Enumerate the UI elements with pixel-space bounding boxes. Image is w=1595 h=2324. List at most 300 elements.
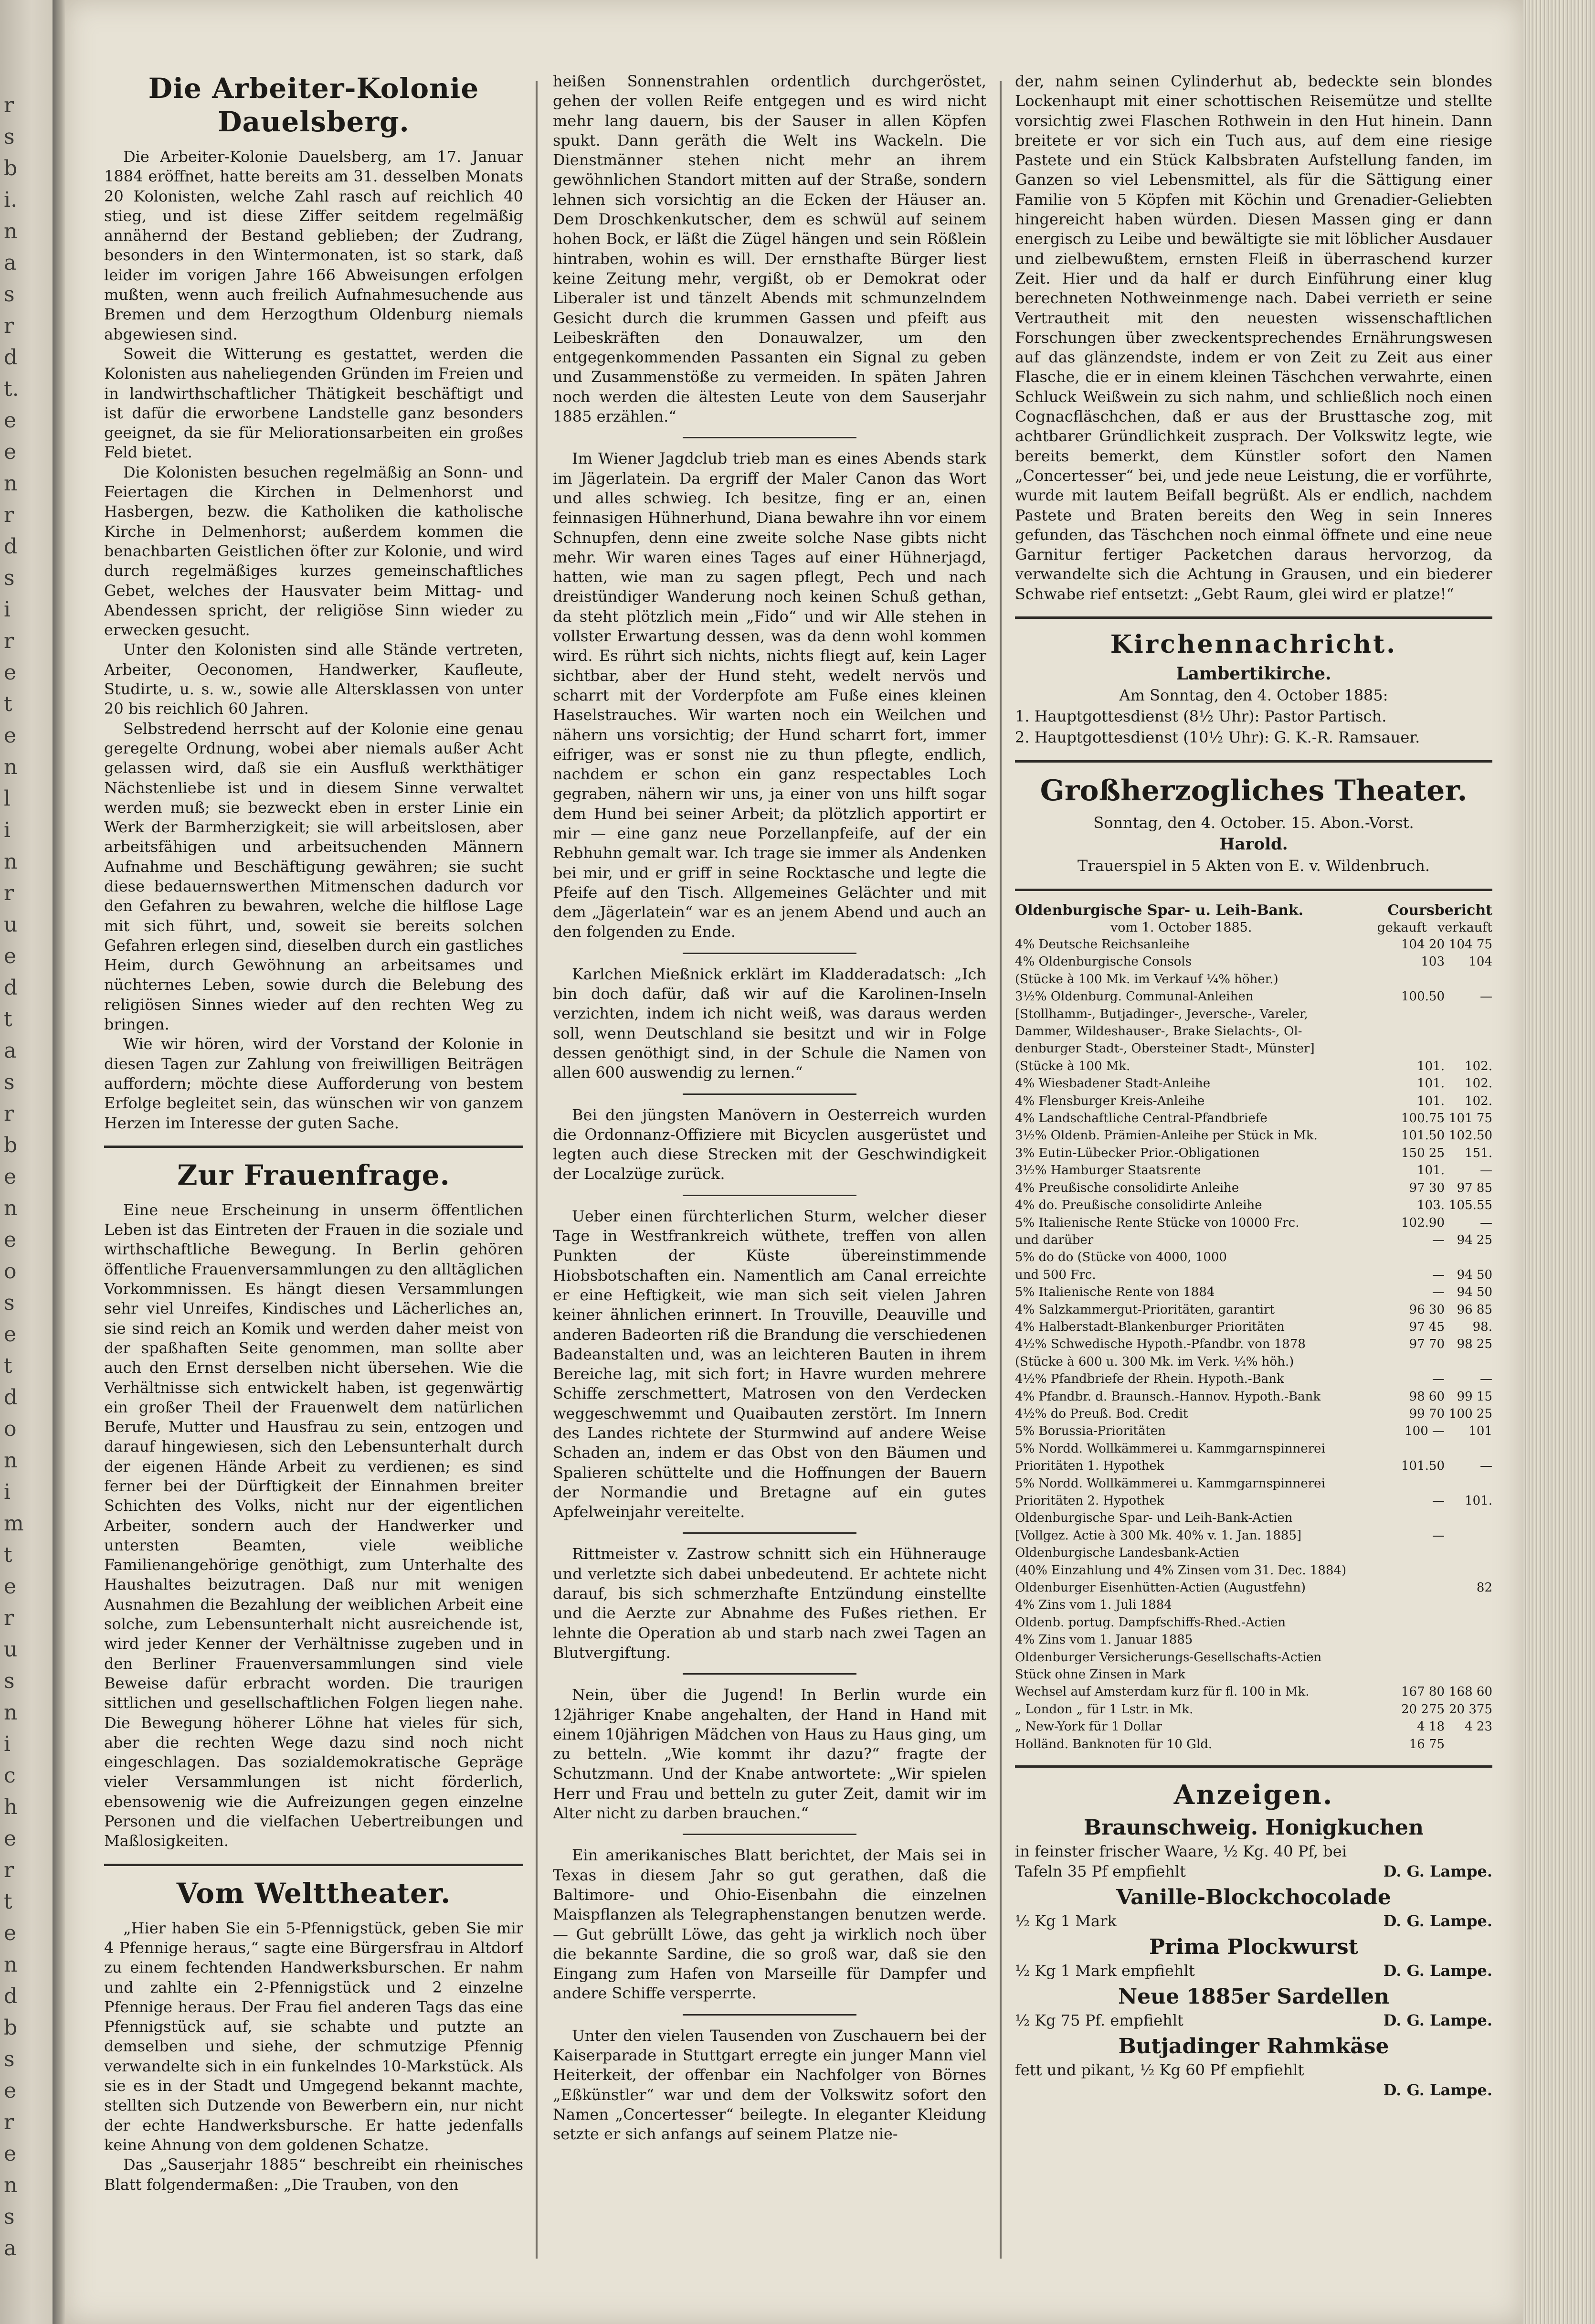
- stock-row: [1015, 1440, 1492, 1457]
- stock-bought: [1397, 1649, 1445, 1666]
- stock-bought: 100 —: [1405, 1424, 1445, 1439]
- stock-name: 4% Preußische consolidirte Anleihe: [1015, 1180, 1239, 1195]
- previous-page-fragment: a: [4, 1039, 17, 1063]
- stock-sold: [1445, 1527, 1492, 1544]
- stock-name: [Stollhamm-, Butjadinger-, Jeversche-, Vareler,: [1015, 1007, 1308, 1021]
- previous-page-fragment: t: [4, 1543, 12, 1567]
- ad-line: fett und pikant, ½ Kg 60 Pf empfiehlt: [1015, 2061, 1304, 2080]
- stock-name: (Stücke à 100 Mk.: [1015, 1059, 1130, 1073]
- paragraph: der, nahm seinen Cylinderhut ab, bedeckte sein blondes Lockenhaupt mit einer schottischen Reisemütze und stellte vorsichtig zwei Flaschen Rothwein in den Hut hinein. Dann breitete er vor sich ein Tuch aus, auf dem eine riesige Pastete und ein Stück Kalbsbraten Aufstellung fanden, im Ganzen so viel Lebensmittel, als für die Sättigung einer Familie von 5 Köpfen mit Köchin und Grenadier-Geliebten hingereicht haben würden. Diesen Massen ging er dann energisch zu Leibe und bewältigte sie mit löblicher Ausdauer und zielbewußtem, ernsten Fleiß in überraschend kurzer Zeit. Hier und da half er durch Einführung einer klug berechneten Nothweinmenge nach. Dabei verrieth er seine Vertrautheit mit den neuesten wissenschaftlichen Forschungen über zweckentsprechendes Ernährungswesen auf das glänzendste, indem er von Zeit zu Zeit aus einer Flasche, die er in einem kleinen Täschchen verwahrte, einen Schluck Weißwein zu sich nahm, und schließlich noch einen Cognacfläschchen, daß er aus der Brusttasche zog, mit achtbarer Gründlichkeit zusprach. Der Volkswitz legte, wie bereits bemerkt, dem Künstler sofort den Namen „Concertesser“ bei, und jede neue Leistung, die er vorführte, wurde mit lautem Beifall begrüßt. Als er endlich, nachdem Pastete und Braten bereits den Weg in sein Inneres gefunden, das Täschchen noch einmal öffnete und eine neue Garnitur fertiger Packetchen daraus hervorzog, da verwandelte sich die Achtung in Grausen, und ein biederer Schwabe rief entsetzt: „Gebt Raum, glei wird er platze!“: [1015, 72, 1492, 603]
- previous-page-fragment: n: [4, 219, 18, 244]
- stock-sold: [1445, 1475, 1492, 1492]
- stock-row: [1015, 1544, 1492, 1561]
- stock-name: (Stücke à 600 u. 300 Mk. im Verk. ¼% höh.): [1015, 1354, 1294, 1369]
- stock-sold: 98.: [1472, 1319, 1492, 1334]
- stock-name: 5% Italienische Rente Stücke von 10000 Frc.: [1015, 1215, 1299, 1230]
- stock-sold: 82: [1476, 1581, 1492, 1595]
- stock-bought: [1397, 1475, 1445, 1492]
- stock-bought: 103.: [1417, 1198, 1445, 1213]
- stock-bought: —: [1432, 1285, 1445, 1300]
- previous-page-fragment: t.: [4, 377, 19, 401]
- stock-name: 5% Nordd. Wollkämmerei u. Kammgarnspinnerei: [1015, 1476, 1325, 1491]
- stock-sold: [1445, 1040, 1492, 1057]
- section-rule: [1015, 889, 1492, 891]
- stock-row: [1015, 1353, 1492, 1370]
- ad-seller: D. G. Lampe.: [1383, 1912, 1492, 1931]
- stock-row: [1015, 1214, 1492, 1231]
- stock-report-header: [1015, 902, 1492, 920]
- stock-sold: 4 23: [1465, 1719, 1492, 1734]
- stock-row: [1015, 1284, 1492, 1301]
- ad-headline: Prima Plockwurst: [1149, 1935, 1358, 1960]
- stock-sold: 99 15: [1457, 1389, 1492, 1404]
- stock-row: [1015, 1040, 1492, 1057]
- stock-sold: [1445, 1023, 1492, 1040]
- section-rule: [104, 1864, 523, 1866]
- article-separator: [683, 437, 856, 438]
- ad-line: [1015, 1961, 1492, 1981]
- stock-name: 4% Oldenburgische Consols: [1015, 955, 1192, 969]
- paragraph: Ein amerikanisches Blatt berichtet, der Mais sei in Texas in diesem Jahr so gut gerathen, daß die Baltimore- und Ohio-Eisenbahn die einzelnen Maispflanzen als Telegraphenstangen benutzen werde. — Gut gebrüllt Löwe, das geht ja wirklich noch über die bekannte Sardine, die so groß war, daß sie den Eingang zum Hafen von Marseille für Dampfer und andere Schiffe versperrte.: [553, 1846, 986, 2003]
- previous-page-fragment: s: [4, 566, 15, 590]
- article-heading: Die Arbeiter-Kolonie Dauelsberg.: [148, 72, 479, 138]
- stock-bought: 99 70: [1409, 1406, 1445, 1421]
- stock-name: (40% Einzahlung und 4% Zinsen vom 31. Dec. 1884): [1015, 1563, 1347, 1578]
- stock-sold: 104: [1468, 955, 1492, 969]
- stock-name: 4% Salzkammergut-Prioritäten, garantirt: [1015, 1302, 1275, 1317]
- previous-page-fragment: c: [4, 1763, 16, 1788]
- stock-name: 5% Nordd. Wollkämmerei u. Kammgarnspinnerei: [1015, 1441, 1325, 1456]
- stock-row: [1015, 1631, 1492, 1648]
- stock-bought: [1397, 1614, 1445, 1631]
- article-separator: [683, 2014, 856, 2016]
- previous-page-edge: [0, 0, 53, 2324]
- stock-name: (Stücke à 100 Mk. im Verkauf ¼% höher.): [1015, 972, 1278, 987]
- previous-page-fragment: r: [4, 93, 14, 117]
- advertisements: [1015, 1778, 1492, 2100]
- stock-name: [Vollgez. Actie à 300 Mk. 40% v. 1. Jan. 1885]: [1015, 1528, 1302, 1543]
- stock-bought: 100.75: [1401, 1111, 1445, 1126]
- stock-row: [1015, 1405, 1492, 1422]
- stock-row: [1015, 1249, 1492, 1266]
- column-1: [104, 72, 523, 2292]
- previous-page-fragment: l: [4, 786, 11, 811]
- stock-bought: 98 60: [1409, 1389, 1445, 1404]
- stock-sold: [1445, 1666, 1492, 1683]
- paragraph: Die Arbeiter-Kolonie Dauelsberg, am 17. Januar 1884 eröffnet, hatte bereits am 31. desselben Monats 20 Kolonisten, welche Zahl rasch auf reichlich 40 stieg, und ist diese Ziffer seitdem regelmäßig annähernd der Bestand geblieben; der Zudrang, besonders in den Wintermonaten, ist so stark, daß leider im vorigen Jahre 166 Abweisungen erfolgen mußten, wenn auch freilich Aufnahmesuchende aus Bremen und dem Herzogthum Oldenburg niemals abgewiesen sind.: [104, 148, 523, 343]
- stock-sold: 94 25: [1457, 1232, 1492, 1247]
- previous-page-fragment: s: [4, 1669, 15, 1693]
- previous-page-fragment: e: [4, 2079, 17, 2103]
- stock-bought: 104 20: [1401, 937, 1445, 952]
- ad-line: [1015, 2010, 1492, 2030]
- advertisement: [1015, 1934, 1492, 1981]
- stock-name: und darüber: [1015, 1232, 1094, 1247]
- stock-row: [1015, 953, 1492, 970]
- stock-name: 4% Zins vom 1. Januar 1885: [1015, 1633, 1193, 1647]
- stock-name: Oldenburger Versicherungs-Gesellschafts-Actien: [1015, 1650, 1322, 1665]
- church-notice: [1015, 629, 1492, 748]
- stock-row: [1015, 1388, 1492, 1405]
- stock-name: 3½% Oldenburg. Communal-Anleihen: [1015, 989, 1254, 1004]
- stock-row: [1015, 1110, 1492, 1127]
- theater-notice: [1015, 773, 1492, 876]
- theater-date: Sonntag, den 4. October. 15. Abon.-Vorst.: [1093, 814, 1414, 832]
- church-name: Lambertikirche.: [1176, 664, 1331, 684]
- previous-page-fragment: t: [4, 1007, 12, 1031]
- stock-name: 4% Zins vom 1. Juli 1884: [1015, 1598, 1172, 1613]
- stock-name: Oldenburger Eisenhütten-Actien (Augustfehn): [1015, 1581, 1306, 1595]
- previous-page-fragment: e: [4, 723, 17, 748]
- stock-row: [1015, 1197, 1492, 1214]
- ad-headline: Neue 1885er Sardellen: [1118, 1984, 1390, 2009]
- stock-sold: —: [1480, 1372, 1492, 1387]
- stock-row: [1015, 1596, 1492, 1613]
- previous-page-fragment: n: [4, 1196, 18, 1220]
- report-date: vom 1. October 1885.: [1110, 920, 1252, 935]
- ad-line: [1015, 1861, 1492, 1881]
- paragraph: Bei den jüngsten Manövern in Oesterreich wurden die Ordonnanz-Offiziere mit Bicyclen ausgerüstet und legten auch diese Strecken mit der Geschwindigkeit der Localzüge zurück.: [553, 1105, 986, 1183]
- stock-name: und 500 Frc.: [1015, 1267, 1096, 1282]
- paragraph: Unter den Kolonisten sind alle Stände vertreten, Arbeiter, Oeconomen, Handwerker, Kaufleute, Studirte, u. s. w., sowie alle Altersklassen von unter 20 bis reichlich 60 Jahren.: [104, 640, 523, 718]
- stock-bought: 16 75: [1409, 1737, 1445, 1751]
- stock-bought: 4 18: [1417, 1719, 1445, 1734]
- stock-sold: 101 75: [1449, 1111, 1492, 1126]
- previous-page-fragment: o: [4, 1417, 17, 1441]
- stock-sold: 104 75: [1449, 937, 1492, 952]
- stock-name: denburger Stadt-, Obersteiner Stadt-, Münster]: [1015, 1041, 1315, 1056]
- previous-page-fragment: d: [4, 345, 18, 370]
- stock-row: [1015, 1457, 1492, 1475]
- stock-bought: [1397, 1579, 1445, 1596]
- stock-sold: 94 50: [1457, 1285, 1492, 1300]
- stock-name: Holländ. Banknoten für 10 Gld.: [1015, 1737, 1213, 1751]
- column-headers: [1377, 920, 1492, 936]
- stock-sold: 100 25: [1449, 1406, 1492, 1421]
- previous-page-fragment: e: [4, 408, 17, 433]
- ad-headline: Braunschweig. Honigkuchen: [1083, 1815, 1424, 1840]
- stock-row: [1015, 1266, 1492, 1284]
- stock-name: 4% Landschaftliche Central-Pfandbriefe: [1015, 1111, 1268, 1126]
- paragraph: Eine neue Erscheinung in unserm öffentlichen Leben ist das Eintreten der Frauen in die soziale und wirthschaftliche Bewegung. In Berlin gehören öffentliche Frauenversammlungen zu den alltäglichen Vorkommnissen. Es hängt diesen Versammlungen sehr viel Unreifes, Kindisches und Lächerliches an, sie sind reich an Komik und werden daher meist von der spaßhaften Seite genommen, man sollte aber auch den Ernst derselben nicht übersehen. Wie die Verhältnisse sich entwickelt haben, ist gegenwärtig ein großer Theil der Frauenwelt dem natürlichen Berufe, Mutter und Hausfrau zu sein, entzogen und darauf hingewiesen, sich den Lebensunterhalt durch der eigenen Hände Arbeit zu verdienen; es sind ferner bei der Dürftigkeit der Einnahmen breiter Schichten des Volks, nicht nur der eigentlichen Arbeiter, sondern auch der Handwerker und untersten Beamten, viele weibliche Familienangehörige genöthigt, zum Unterhalte des Haushaltes beizutragen. Daß nur mit wenigen Ausnahmen die Bezahlung der weiblichen Arbeit eine solche, zum Lebensunterhalt nicht ausreichende ist, wird jeder Kenner der Verhältnisse zugeben und in den Berliner Frauenversammlungen sind viele Beweise dafür erbracht worden. Die traurigen sittlichen und gesellschaftlichen Folgen liegen nahe. Die Bewegung höherer Löhne hat vieles für sich, aber die rechten Wege dazu sind noch nicht eingeschlagen. Das sozialdemokratische Gepräge vieler Versammlungen ist nicht förderlich, ebensowenig wie die Aufreizungen gegen einzelne Personen und die vielfachen Uebertreibungen und Maßlosigkeiten.: [104, 1200, 523, 1850]
- stock-row: [1015, 1179, 1492, 1197]
- stock-name: 5% Borussia-Prioritäten: [1015, 1424, 1166, 1439]
- advertisement: [1015, 1815, 1492, 1881]
- stock-row: [1015, 1579, 1492, 1596]
- stock-bought: 102.90: [1401, 1215, 1445, 1230]
- stock-sold: [1445, 1736, 1492, 1753]
- ad-headline: Butjadinger Rahmkäse: [1118, 2034, 1389, 2059]
- previous-page-fragment: s: [4, 2047, 15, 2071]
- stock-report-subheader: [1015, 920, 1492, 936]
- stock-sold: [1445, 971, 1492, 988]
- col-verkauft: verkauft: [1437, 920, 1492, 935]
- stock-sold: —: [1480, 1215, 1492, 1230]
- stock-sold: [1445, 1006, 1492, 1023]
- previous-page-fragment: i: [4, 1480, 11, 1504]
- stock-row: [1015, 1475, 1492, 1492]
- previous-page-fragment: r: [4, 629, 14, 653]
- stock-bought: 97 30: [1409, 1180, 1445, 1195]
- stock-sold: 102.: [1465, 1059, 1492, 1073]
- stock-name: 4½% Pfandbriefe der Rhein. Hypoth.-Bank: [1015, 1372, 1284, 1387]
- stock-row: [1015, 1301, 1492, 1318]
- stock-name: Oldenburgische Spar- und Leih-Bank-Actien: [1015, 1511, 1293, 1526]
- previous-page-fragment: d: [4, 976, 18, 1000]
- paragraph: Rittmeister v. Zastrow schnitt sich ein Hühnerauge und verletzte sich dabei unbedeutend. Er achtete nicht darauf, bis sich schmerzhafte Entzündung einstellte und die Aerzte zur Abnahme des Fußes riethen. Er lehnte die Operation ab und starb nach zwei Tagen an Blutvergiftung.: [553, 1545, 986, 1662]
- previous-page-fragment: r: [4, 1102, 14, 1126]
- column-3: [1015, 72, 1492, 2292]
- ad-seller: D. G. Lampe.: [1383, 1862, 1492, 1881]
- stock-row: [1015, 1023, 1492, 1040]
- bank-name: Oldenburgische Spar- u. Leih-Bank.: [1015, 902, 1304, 919]
- previous-page-fragment: n: [4, 1700, 18, 1725]
- paragraph: Die Kolonisten besuchen regelmäßig an Sonn- und Feiertagen die Kirchen in Delmenhorst und Hasbergen, bezw. die Katholiken die katholische Kirche in Delmenhorst; außerdem kommen die benachbarten Geistlichen öfter zur Kolonie, und wird durch regelmäßiges kurzes gemeinschaftliches Gebet, welches der Hausvater beim Mittag- und Abendessen spricht, der religiöse Sinn wieder zu erwecken gesucht.: [104, 463, 523, 639]
- play-title: Harold.: [1219, 835, 1288, 854]
- stock-sold: 105.55: [1449, 1198, 1492, 1213]
- stock-bought: [1397, 1040, 1445, 1057]
- stock-bought: [1397, 1440, 1445, 1457]
- stock-bought: 96 30: [1409, 1302, 1445, 1317]
- stock-bought: 97 45: [1409, 1319, 1445, 1334]
- article-separator: [683, 1834, 856, 1835]
- previous-page-fragment: o: [4, 1259, 17, 1284]
- paragraph: Wie wir hören, wird der Vorstand der Kolonie in diesen Tagen zur Zahlung von freiwilligen Beiträgen auffordern; möchte diese Aufforderung von bestem Erfolge begleitet sein, das wünschen wir von ganzem Herzen im Interesse der guten Sache.: [104, 1035, 523, 1132]
- stock-bought: [1397, 971, 1445, 988]
- stock-name: 5% Italienische Rente von 1884: [1015, 1285, 1215, 1300]
- previous-page-fragment: d: [4, 1385, 18, 1410]
- advertisement: [1015, 2033, 1492, 2100]
- stock-row: [1015, 971, 1492, 988]
- stock-name: 4% Halberstadt-Blankenburger Prioritäten: [1015, 1319, 1285, 1334]
- stock-name: 4% Deutsche Reichsanleihe: [1015, 937, 1190, 952]
- stock-name: „ New-York für 1 Dollar: [1015, 1719, 1162, 1734]
- previous-page-fragment: m: [4, 1511, 24, 1536]
- ad-price-line: ½ Kg 1 Mark empfiehlt: [1015, 1962, 1195, 1980]
- previous-page-fragment: n: [4, 2173, 18, 2197]
- stock-row: [1015, 1075, 1492, 1092]
- ad-seller: D. G. Lampe.: [1383, 1962, 1492, 1980]
- stock-name: 4½% do Preuß. Bod. Credit: [1015, 1406, 1188, 1421]
- previous-page-fragment: b: [4, 1133, 18, 1157]
- stock-bought: [1397, 1509, 1445, 1527]
- stock-row: [1015, 1736, 1492, 1753]
- article-heading: Vom Welttheater.: [176, 1877, 451, 1910]
- stock-name: 4% Flensburger Kreis-Anleihe: [1015, 1093, 1205, 1108]
- stock-sold: 20 375: [1449, 1702, 1492, 1717]
- stock-sold: —: [1480, 1459, 1492, 1474]
- stock-name: Prioritäten 2. Hypothek: [1015, 1494, 1164, 1508]
- previous-page-fragment: e: [4, 1921, 17, 1945]
- ads-title: Anzeigen.: [1173, 1779, 1334, 1811]
- page-stack-edge: [1523, 0, 1595, 2324]
- play-description: Trauerspiel in 5 Akten von E. v. Wildenbruch.: [1077, 857, 1430, 875]
- stock-row: [1015, 1127, 1492, 1144]
- previous-page-fragment: r: [4, 1858, 14, 1882]
- stock-row: [1015, 1701, 1492, 1718]
- ad-line: [1015, 1911, 1492, 1931]
- stock-row: [1015, 1162, 1492, 1179]
- stock-sold: 94 50: [1457, 1267, 1492, 1282]
- previous-page-fragment: e: [4, 440, 17, 464]
- stock-sold: 168 60: [1449, 1685, 1492, 1699]
- previous-page-fragment: n: [4, 1953, 18, 1977]
- newspaper-page: [65, 0, 1523, 2324]
- stock-sold: 98 25: [1457, 1337, 1492, 1352]
- stock-row: [1015, 1718, 1492, 1735]
- stock-bought: [1397, 1544, 1445, 1561]
- stock-sold: [1445, 1440, 1492, 1457]
- previous-page-fragment: b: [4, 2016, 18, 2040]
- previous-page-fragment: t: [4, 692, 12, 716]
- section-rule: [1015, 1765, 1492, 1768]
- paragraph: Karlchen Mießnick erklärt im Kladderadatsch: „Ich bin doch dafür, daß wir auf die Karolinen-Inseln verzichten, indem ich nicht weiß, was daraus werden soll, wenn Deutschland sie besitzt und wir in Folge dessen genöthigt sind, in der Schule die Namen von allen 600 auswendig zu lernen.“: [553, 965, 986, 1082]
- previous-page-fragment: e: [4, 944, 17, 968]
- paragraph: heißen Sonnenstrahlen ordentlich durchgeröstet, gehen der vollen Reife entgegen und es wird nicht mehr lang dauern, bis der Sauser in allen Köpfen spukt. Dann geräth die Welt ins Wackeln. Die Dienstmänner stehen nicht mehr an ihrem gewöhnlichen Standort mitten auf der Straße, sondern lehnen sich vorsichtig an die Ecken der Häuser an. Dem Droschkenkutscher, dem es schwül auf seinem hohen Bock, er läßt die Zügel hängen und sein Rößlein hintraben, wohin es will. Der ernsthafte Bürger liest keine Zeitung mehr, vergißt, ob er Demokrat oder Liberaler ist und tänzelt Abends mit schmunzelndem Gesicht durch die krummen Gassen und pfeift aus Leibeskräften den Donauwalzer, um den entgegenkommenden Passanten ein Signal zu geben und Zusammenstöße zu vermeiden. In späten Jahren noch werden die ältesten Leute von dem Sauserjahr 1885 erzählen.“: [553, 72, 986, 426]
- stock-row: [1015, 1562, 1492, 1579]
- paragraph: Unter den vielen Tausenden von Zuschauern bei der Kaiserparade in Stuttgart erregte ein junger Mann viel Heiterkeit, der offenbar ein Nachfolger von Börnes „Eßkünstler“ war und dem der Volkswitz sofort den Namen „Concertesser“ beilegte. In eleganter Kleidung setzte er sich anfangs auf seinem Platze nie-: [553, 2026, 986, 2144]
- stock-sold: 97 85: [1457, 1180, 1492, 1195]
- stock-bought: 167 80: [1401, 1685, 1445, 1699]
- previous-page-fragment: t: [4, 1354, 12, 1378]
- stock-name: Oldenb. portug. Dampfschiffs-Rhed.-Actien: [1015, 1615, 1286, 1630]
- service-line: 2. Hauptgottesdienst (10½ Uhr): G. K.-R. Ramsauer.: [1015, 728, 1420, 747]
- stock-row: [1015, 936, 1492, 953]
- previous-page-fragment: a: [4, 251, 17, 275]
- stock-name: Prioritäten 1. Hypothek: [1015, 1459, 1164, 1474]
- previous-page-fragment: s: [4, 1291, 15, 1315]
- stock-sold: [1445, 1249, 1492, 1266]
- stock-sold: —: [1480, 1163, 1492, 1178]
- previous-page-fragment: r: [4, 2110, 14, 2134]
- paragraph: Selbstredend herrscht auf der Kolonie eine genau geregelte Ordnung, wobei aber niemals außer Acht gelassen wird, daß sie ein Ausfluß werkthätiger Nächstenliebe ist und in diesem Sinne verwaltet werden muß; sie bezweckt eben in erster Linie ein Werk der Barmherzigkeit; sie will arbeitslosen, aber arbeitsfähigen und arbeitsuchenden Männern Aufnahme und Beschäftigung gewähren; sie sucht diese bedauernswerthen Mitmenschen dadurch vor den Gefahren zu bewahren, welche die hilflose Lage mit sich führt, und, soweit sie bereits solchen Gefahren erlegen sind, dieselben durch ein gastliches Heim, durch Gewöhnung an arbeitsames und nüchternes Leben, sowie durch die Belebung des religiösen Sinnes wieder auf den rechten Weg zu bringen.: [104, 719, 523, 1034]
- ad-seller: D. G. Lampe.: [1383, 2081, 1492, 2100]
- previous-page-fragment: s: [4, 2205, 15, 2229]
- stock-bought: —: [1432, 1494, 1445, 1508]
- previous-page-fragment: s: [4, 125, 15, 149]
- previous-page-fragment: r: [4, 881, 14, 905]
- previous-page-fragment: n: [4, 471, 18, 496]
- advertisement: [1015, 1984, 1492, 2030]
- stock-bought: —: [1432, 1232, 1445, 1247]
- stock-name: Oldenburgische Landesbank-Actien: [1015, 1546, 1239, 1560]
- stock-bought: 101.: [1417, 1076, 1445, 1091]
- stock-sold: 151.: [1465, 1146, 1492, 1160]
- stock-row: [1015, 1492, 1492, 1509]
- previous-page-fragment: e: [4, 1165, 17, 1189]
- paragraph: Soweit die Witterung es gestattet, werden die Kolonisten aus naheliegenden Gründen im Freien und in landwirthschaftlicher Thätigkeit beschäftigt und ist dafür die erworbene Landstelle ganz besonders geeignet, da sie für Meliorationsarbeiten ein großes Feld bietet.: [104, 344, 523, 462]
- article-separator: [683, 1195, 856, 1196]
- previous-page-fragment: e: [4, 1574, 17, 1599]
- previous-page-fragment: r: [4, 314, 14, 338]
- stock-sold: [1445, 1544, 1492, 1561]
- stock-name: „ London „ für 1 Lstr. in Mk.: [1015, 1702, 1194, 1717]
- previous-page-fragment: i: [4, 818, 11, 842]
- article-separator: [683, 1093, 856, 1095]
- section-rule: [104, 1146, 523, 1148]
- previous-page-fragment: e: [4, 2142, 17, 2166]
- binding-gutter: [53, 0, 65, 2324]
- previous-page-fragment: h: [4, 1795, 18, 1819]
- stock-name: 5% do do (Stücke von 4000, 1000: [1015, 1250, 1227, 1265]
- stock-sold: [1445, 1649, 1492, 1666]
- paragraph: Im Wiener Jagdclub trieb man es eines Abends stark im Jägerlatein. Da ergriff der Maler Canon das Wort und alles schwieg. Ich besitze, fing er an, einen feinnasigen Hühnerhund, Diana bewahre ihn vor einem Schnupfen, denn eine zweite solche Nase gibts nicht mehr. Wir waren eines Tages auf einer Hühnerjagd, hatten, wie man zu sagen pflegt, Pech und nach dreistündiger Wanderung noch keinen Schuß gethan, da steht plötzlich mein „Fido“ und wir Alle stehen in vollster Erwartung dessen, was da denn wohl kommen wird. Es rührt sich nichts, nichts fliegt auf, kein Lager sichtbar, aber der Hund steht, wedelt nervös und scharrt mit der Vorderpfote am Fuße eines kleinen Haselstrauches. Wir warten noch ein Weilchen und nähern uns vorsichtig; der Hund scharrt fort, immer eifriger, was er sonst nie zu thun pflegte, endlich, nachdem er schon ein ganz respectables Loch gegraben, nähern wir uns, ja einer von uns hilft sogar dem Hund bei seiner Arbeit; da plötzlich apportirt er mir — eine ganz neue Porzellanpfeife, auf der ein Rebhuhn gemalt war. Ich trage sie immer als Andenken bei mir, und er griff in seine Rocktasche und legte die Pfeife auf den Tisch. Allgemeines Gelächter und mit dem „Jägerlatein“ war es an jenem Abend und auch an den folgenden zu Ende.: [553, 449, 986, 941]
- stock-bought: [1397, 1006, 1445, 1023]
- previous-page-fragment: e: [4, 1228, 17, 1252]
- previous-page-fragment: r: [4, 1606, 14, 1630]
- stock-row: [1015, 1509, 1492, 1527]
- stock-name: 4% do. Preußische consolidirte Anleihe: [1015, 1198, 1262, 1213]
- previous-page-fragment: s: [4, 1070, 15, 1094]
- stock-bought: 101.: [1417, 1163, 1445, 1178]
- stock-bought: 150 25: [1401, 1146, 1445, 1160]
- stock-bought: —: [1432, 1528, 1445, 1543]
- church-date: Am Sonntag, den 4. October 1885:: [1119, 686, 1388, 705]
- article-separator: [683, 1532, 856, 1534]
- previous-page-fragment: i: [4, 1732, 11, 1756]
- stock-report: [1015, 902, 1492, 1753]
- stock-bought: [1397, 1562, 1445, 1579]
- stock-row: [1015, 1683, 1492, 1700]
- stock-row: [1015, 1527, 1492, 1544]
- stock-sold: 102.50: [1449, 1128, 1492, 1143]
- paragraph: Nein, über die Jugend! In Berlin wurde ein 12jähriger Knabe angehalten, der Hand in Hand mit einem 10jährigen Mädchen von Haus zu Haus ging, um zu betteln. „Wie kommt ihr dazu?“ fragte der Schutzmann. Und der Knabe antwortete: „Wir spielen Herr und Frau und betteln zu guter Zeit, damit wir im Alter nicht zu darben brauchen.“: [553, 1686, 986, 1823]
- stock-name: 4% Pfandbr. d. Braunsch.-Hannov. Hypoth.-Bank: [1015, 1389, 1321, 1404]
- stock-name: 3½% Oldenb. Prämien-Anleihe per Stück in Mk.: [1015, 1128, 1318, 1143]
- ad-seller: D. G. Lampe.: [1383, 2011, 1492, 2030]
- previous-page-fragment: n: [4, 755, 18, 779]
- stock-sold: 102.: [1465, 1076, 1492, 1091]
- article-heading: Zur Frauenfrage.: [177, 1158, 450, 1191]
- ad-line: [1015, 2080, 1492, 2100]
- stock-row: [1015, 1422, 1492, 1440]
- ad-price-line: ½ Kg 1 Mark: [1015, 1912, 1117, 1931]
- stock-row: [1015, 1649, 1492, 1666]
- stock-name: 4½% Schwedische Hypoth.-Pfandbr. von 1878: [1015, 1337, 1306, 1352]
- previous-page-fragment: r: [4, 503, 14, 527]
- previous-page-fragment: d: [4, 1984, 18, 2008]
- stock-row: [1015, 1093, 1492, 1110]
- stock-row: [1015, 1336, 1492, 1353]
- article-body: [104, 147, 523, 1133]
- stock-bought: 101.: [1417, 1093, 1445, 1108]
- stock-bought: 101.50: [1401, 1459, 1445, 1474]
- previous-page-fragment: s: [4, 282, 15, 307]
- stock-bought: 97 70: [1409, 1337, 1445, 1352]
- col-gekauft: gekauft: [1377, 920, 1427, 935]
- stock-bought: [1397, 1631, 1445, 1648]
- ad-line: in feinster frischer Waare, ½ Kg. 40 Pf, bei: [1015, 1842, 1347, 1861]
- previous-page-fragment: i.: [4, 188, 18, 212]
- paragraph: Ueber einen fürchterlichen Sturm, welcher dieser Tage in Westfrankreich wüthete, treffen von allen Punkten der Küste übereinstimmende Hiobsbotschaften ein. Namentlich am Canal erreichte er eine Heftigkeit, wie man sich seit vielen Jahren keiner ähnlichen erinnert. In Trouville, Deauville und anderen Badeorten riß die Brandung die verschiedenen Badeanstalten und, was an leichteren Bauten in ihrem Bereiche lag, mit sich fort; in Havre wurden mehrere Schiffe zerschmettert, Matrosen von den Verdecken weggeschwemmt und Quaibauten zerstört. Im Innern des Landes richtete der Sturmwind auf andere Weise Schaden an, indem er das Obst von den Bäumen und Spalieren schüttelte und die Hoffnungen der Bauern der Normandie und Bretagne auf ein gutes Apfelweinjahr vereitelte.: [553, 1207, 986, 1521]
- stock-bought: 100.50: [1401, 989, 1445, 1004]
- advertisement: [1015, 1884, 1492, 1931]
- stock-name: 3% Eutin-Lübecker Prior.-Obligationen: [1015, 1146, 1260, 1160]
- stock-sold: [1445, 1509, 1492, 1527]
- ad-headline: Vanille-Blockchocolade: [1116, 1885, 1391, 1910]
- stock-row: [1015, 1058, 1492, 1075]
- church-notice-title: Kirchennachricht.: [1110, 630, 1397, 659]
- previous-page-fragment: i: [4, 597, 11, 622]
- stock-sold: 101.: [1465, 1494, 1492, 1508]
- column-2: [553, 72, 986, 2292]
- column-rule: [1000, 81, 1002, 2259]
- stock-bought: —: [1432, 1267, 1445, 1282]
- article-separator: [683, 1673, 856, 1675]
- column-rule: [536, 81, 538, 2259]
- stock-row: [1015, 988, 1492, 1005]
- stock-bought: 101.50: [1401, 1128, 1445, 1143]
